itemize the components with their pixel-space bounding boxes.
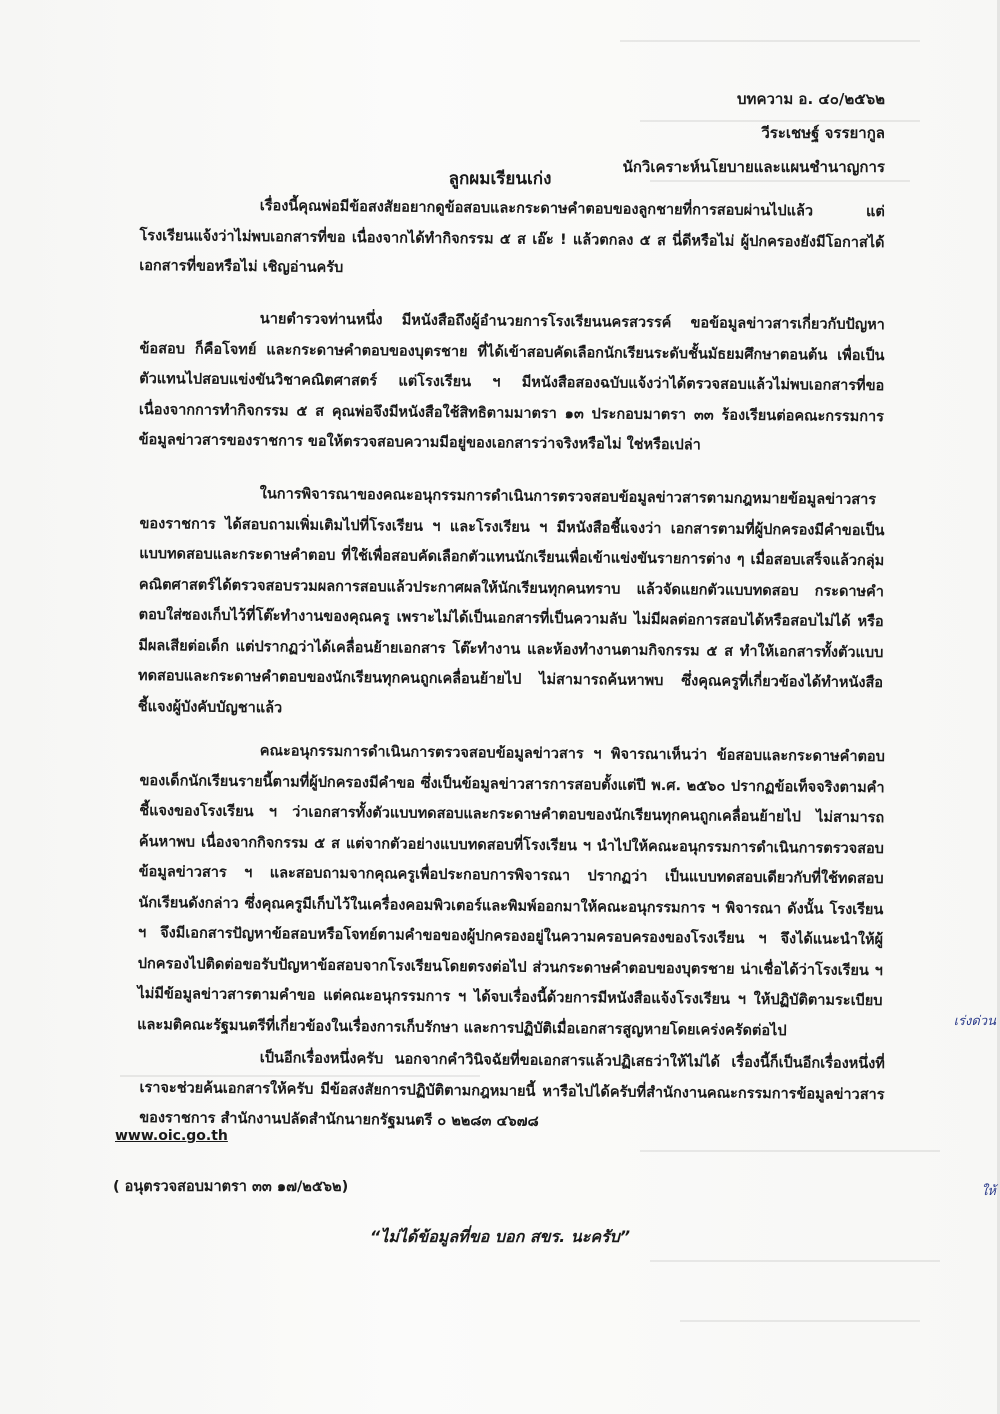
paragraph-investigation: ในการพิจารณาของคณะอนุกรรมการดำเนินการตรวจสอบข้อมูลข่าวสารตามกฎหมายข้อมูลข่าวสารของราชการ ได้สอบถามเพิ่มเติมไปที่โรงเรียน ฯ และโรงเรียน ฯ มีหนังสือชี้แจงว่า เอกสารตามที่ผู้ปกครองมีคำขอเป็นแบบทดสอบและกระดาษคำตอบ ที่ใช้เพื่อสอบคัดเลือกตัวแทนนักเรียนเพื่อเข้าแข่งขันรายการต่าง ๆ เมื่อสอบเสร็จแล้วกลุ่มคณิตศาสตร์ได้ตรวจสอบรวมผลการสอบแล้วประกาศผลให้นักเรียนทุกคนทราบ แล้วจัดแยกตัวแบบทดสอบ กระดาษคำตอบใส่ซองเก็บไว้ที่โต๊ะทำงานของคุณครู เพราะไม่ได้เป็นเอกสารที่เป็นความลับ ไม่มีผลต่อการสอบได้หรือสอบไม่ได้ หรือมีผลเสียต่อเด็ก แต่ปรากฏว่าได้เคลื่อนย้ายเอกสาร โต๊ะทำงาน และห้องทำงานตามกิจกรรม ๕ ส ทำให้เอกสารทั้งตัวแบบทดสอบและกระดาษคำตอบของนักเรียนทุกคนถูกเคลื่อนย้ายไป ไม่สามารถค้นหาพบ ซึ่งคุณครูที่เกี่ยวข้องได้ทำหนังสือชี้แจงผู้บังคับบัญชาแล้ว	[137, 486, 885, 716]
margin-handwriting: ให้	[981, 1184, 996, 1199]
author-position: นักวิเคราะห์นโยบายและแผนชำนาญการ	[622, 158, 885, 176]
article-number: บทความ อ. ๔๐/๒๕๖๒	[737, 90, 885, 108]
paragraph-decision: คณะอนุกรรมการดำเนินการตรวจสอบข้อมูลข่าวสาร ฯ พิจารณาเห็นว่า ข้อสอบและกระดาษคำตอบของเด็กนักเรียนรายนี้ตามที่ผู้ปกครองมีคำขอ ซึ่งเป็นข้อมูลข่าวสารการสอบตั้งแต่ปี พ.ศ. ๒๕๖๐ ปรากฏข้อเท็จจริงตามคำชี้แจงของโรงเรียน ฯ ว่าเอกสารทั้งตัวแบบทดสอบและกระดาษคำตอบของนักเรียนทุกคนถูกเคลื่อนย้ายไป ไม่สามารถค้นหาพบ เนื่องจากกิจกรรม ๕ ส แต่จากตัวอย่างแบบทดสอบที่โรงเรียน ฯ นำไปให้คณะอนุกรรมการดำเนินการตรวจสอบข้อมูลข่าวสาร ฯ และสอบถามจากคุณครูเพื่อประกอบการพิจารณา ปรากฏว่า เป็นแบบทดสอบเดียวกับที่ใช้ทดสอบนักเรียนดังกล่าว ซึ่งคุณครูมีเก็บไว้ในเครื่องคอมพิวเตอร์และพิมพ์ออกมาให้คณะอนุกรรมการ ฯ พิจารณา ดังนั้น โรงเรียน ฯ จึงมีเอกสารปัญหาข้อสอบหรือโจทย์ตามคำขอของผู้ปกครองอยู่ในความครอบครองของโรงเรียน ฯ จึงได้แนะนำให้ผู้ปกครองไปติดต่อขอรับปัญหาข้อสอบจากโรงเรียนโดยตรงต่อไป ส่วนกระดาษคำตอบของบุตรชาย น่าเชื่อได้ว่าโรงเรียน ฯ ไม่มีข้อมูลข่าวสารตามคำขอ แต่คณะอนุกรรมการ ฯ ได้จบเรื่องนี้ด้วยการมีหนังสือแจ้งโรงเรียน ฯ ให้ปฏิบัติตามระเบียบ และมติคณะรัฐมนตรีที่เกี่ยวข้องในเรื่องการเก็บรักษา และการปฏิบัติเมื่อเอกสารสูญหายโดยเคร่งครัดต่อไป	[137, 743, 885, 1039]
website-link[interactable]: www.oic.go.th	[115, 1128, 228, 1144]
paragraph-intro: เรื่องนี้คุณพ่อมีข้อสงสัยอยากดูข้อสอบและกระดาษคำตอบของลูกชายที่การสอบผ่านไปแล้ว แต่โรงเรียนแจ้งว่าไม่พบเอกสารที่ขอ เนื่องจากได้ทำกิจกรรม ๕ ส เอ๊ะ ! แล้วตกลง ๕ ส นี่ดีหรือไม่ ผู้ปกครองยังมีโอกาสได้เอกสารที่ขอหรือไม่ เชิญอ่านครับ	[139, 198, 885, 276]
bleed-through-line	[650, 1260, 940, 1262]
bleed-through-line	[680, 1320, 920, 1322]
margin-handwriting: เร่งด่วน	[953, 1014, 996, 1029]
paragraph-closing: เป็นอีกเรื่องหนึ่งครับ นอกจากคำวินิจฉัยที่ขอเอกสารแล้วปฏิเสธว่าให้ไม่ได้ เรื่องนี้ก็เป็นอีกเรื่องหนึ่งที่เราจะช่วยค้นเอกสารให้ครับ มีข้อสงสัยการปฏิบัติตามกฎหมายนี้ หารือไปได้ครับที่สำนักงานคณะกรรมการข้อมูลข่าวสารของราชการ สำนักงานปลัดสำนักนายกรัฐมนตรี ๐ ๒๒๘๓ ๔๖๗๘	[139, 1050, 885, 1130]
bleed-through-line	[640, 1150, 940, 1152]
author-name: วีระเชษฐ์ จรรยากูล	[761, 124, 885, 142]
article-title: ลูกผมเรียนเก่ง	[448, 169, 552, 189]
paragraph-background: นายตำรวจท่านหนึ่ง มีหนังสือถึงผู้อำนวยการโรงเรียนนครสวรรค์ ขอข้อมูลข่าวสารเกี่ยวกับปัญหาข้อสอบ ก็คือโจทย์ และกระดาษคำตอบของบุตรชาย ที่ได้เข้าสอบคัดเลือกนักเรียนระดับชั้นมัธยมศึกษาตอนต้น เพื่อเป็นตัวแทนไปสอบแข่งขันวิชาคณิตศาสตร์ แต่โรงเรียน ฯ มีหนังสือสองฉบับแจ้งว่าได้ตรวจสอบแล้วไม่พบเอกสารที่ขอ เนื่องจากการทำกิจกรรม ๕ ส คุณพ่อจึงมีหนังสือใช้สิทธิตามมาตรา ๑๓ ประกอบมาตรา ๓๓ ร้องเรียนต่อคณะกรรมการข้อมูลข่าวสารของราชการ ขอให้ตรวจสอบความมีอยู่ของเอกสารว่าจริงหรือไม่ ใช่หรือเปล่า	[138, 311, 885, 454]
closing-quote: “ไม่ได้ข้อมูลที่ขอ บอก สขร. นะครับ”	[369, 1227, 631, 1246]
bleed-through-line	[620, 40, 920, 42]
case-reference: ( อนุตรวจสอบมาตรา ๓๓ ๑๗/๒๕๖๒)	[113, 1179, 349, 1195]
